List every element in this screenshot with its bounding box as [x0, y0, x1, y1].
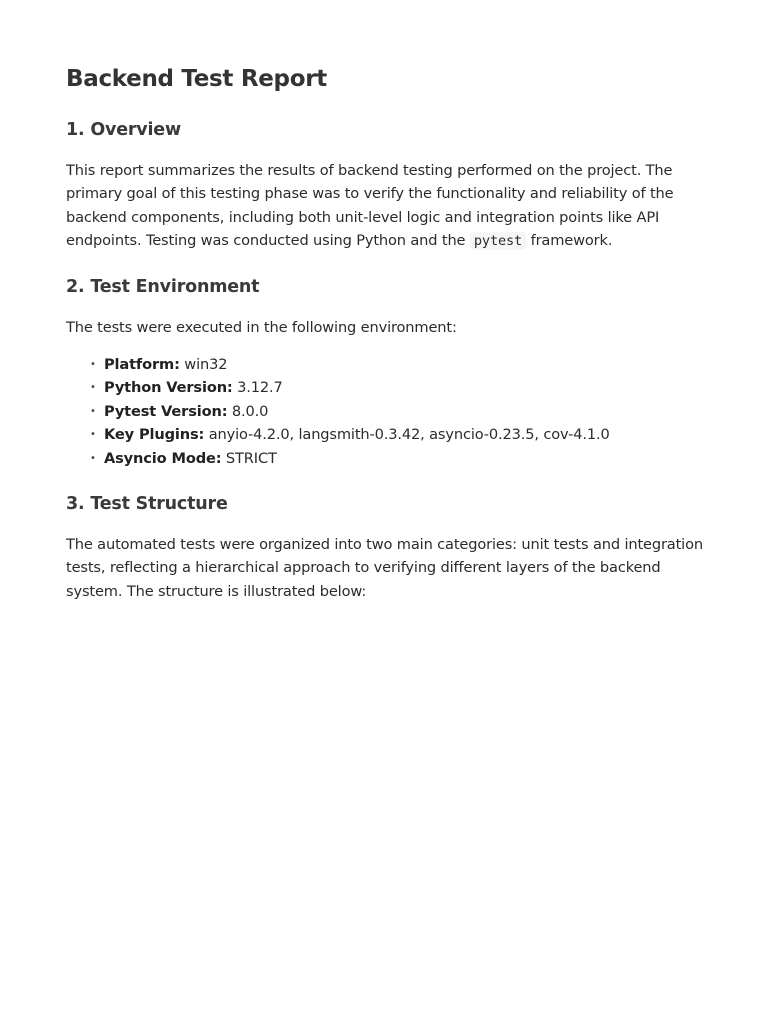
list-item-asyncio-mode	[90, 447, 610, 470]
list-item-label: Platform:	[104, 356, 180, 373]
page-title: Backend Test Report	[66, 66, 327, 92]
list-item-key-plugins	[90, 423, 610, 446]
bullet-icon: •	[90, 452, 96, 464]
list-item-value: win32	[179, 356, 228, 373]
list-item-python-version	[90, 376, 610, 399]
environment-intro: The tests were executed in the following environment:	[66, 319, 457, 336]
list-item-pytest-version	[90, 400, 610, 423]
overview-paragraph	[66, 159, 706, 254]
structure-paragraph: The automated tests were organized into two main categories: unit tests and integration tests, reflecting a hierarchical approach to verifying different layers of the backend system. The structure is illustrated below:	[66, 536, 703, 600]
bullet-icon: •	[90, 359, 96, 370]
list-item-label: Python Version:	[104, 379, 233, 397]
overview-text-start: This report summarizes the results of backend testing performed on the project. The primary goal of this testing phase was to verify the functionality and reliability of the backend components, including both unit-level logic and integration points like API endpoints. Testing was conducted using Python and the	[66, 162, 674, 250]
bullet-icon: •	[90, 429, 96, 441]
list-item-label: Asyncio Mode:	[104, 449, 222, 467]
list-item-label: Key Plugins:	[104, 426, 205, 444]
section-heading-environment: 2. Test Environment	[66, 277, 260, 297]
section-heading-overview: 1. Overview	[66, 120, 181, 140]
bullet-icon: •	[90, 405, 96, 417]
section-heading-structure: 3. Test Structure	[66, 494, 228, 514]
inline-code-pytest: pytest	[470, 232, 526, 250]
list-item-value: STRICT	[221, 449, 277, 467]
list-item-value: anyio-4.2.0, langsmith-0.3.42, asyncio-0.23.5, cov-4.1.0	[204, 426, 610, 444]
list-item-value: 8.0.0	[227, 402, 269, 420]
overview-text-end: framework.	[526, 232, 613, 250]
environment-list	[90, 353, 610, 470]
list-item-value: 3.12.7	[232, 379, 283, 397]
list-item-label: Pytest Version:	[104, 402, 228, 420]
bullet-icon: •	[90, 382, 96, 394]
list-item-platform	[90, 353, 610, 376]
